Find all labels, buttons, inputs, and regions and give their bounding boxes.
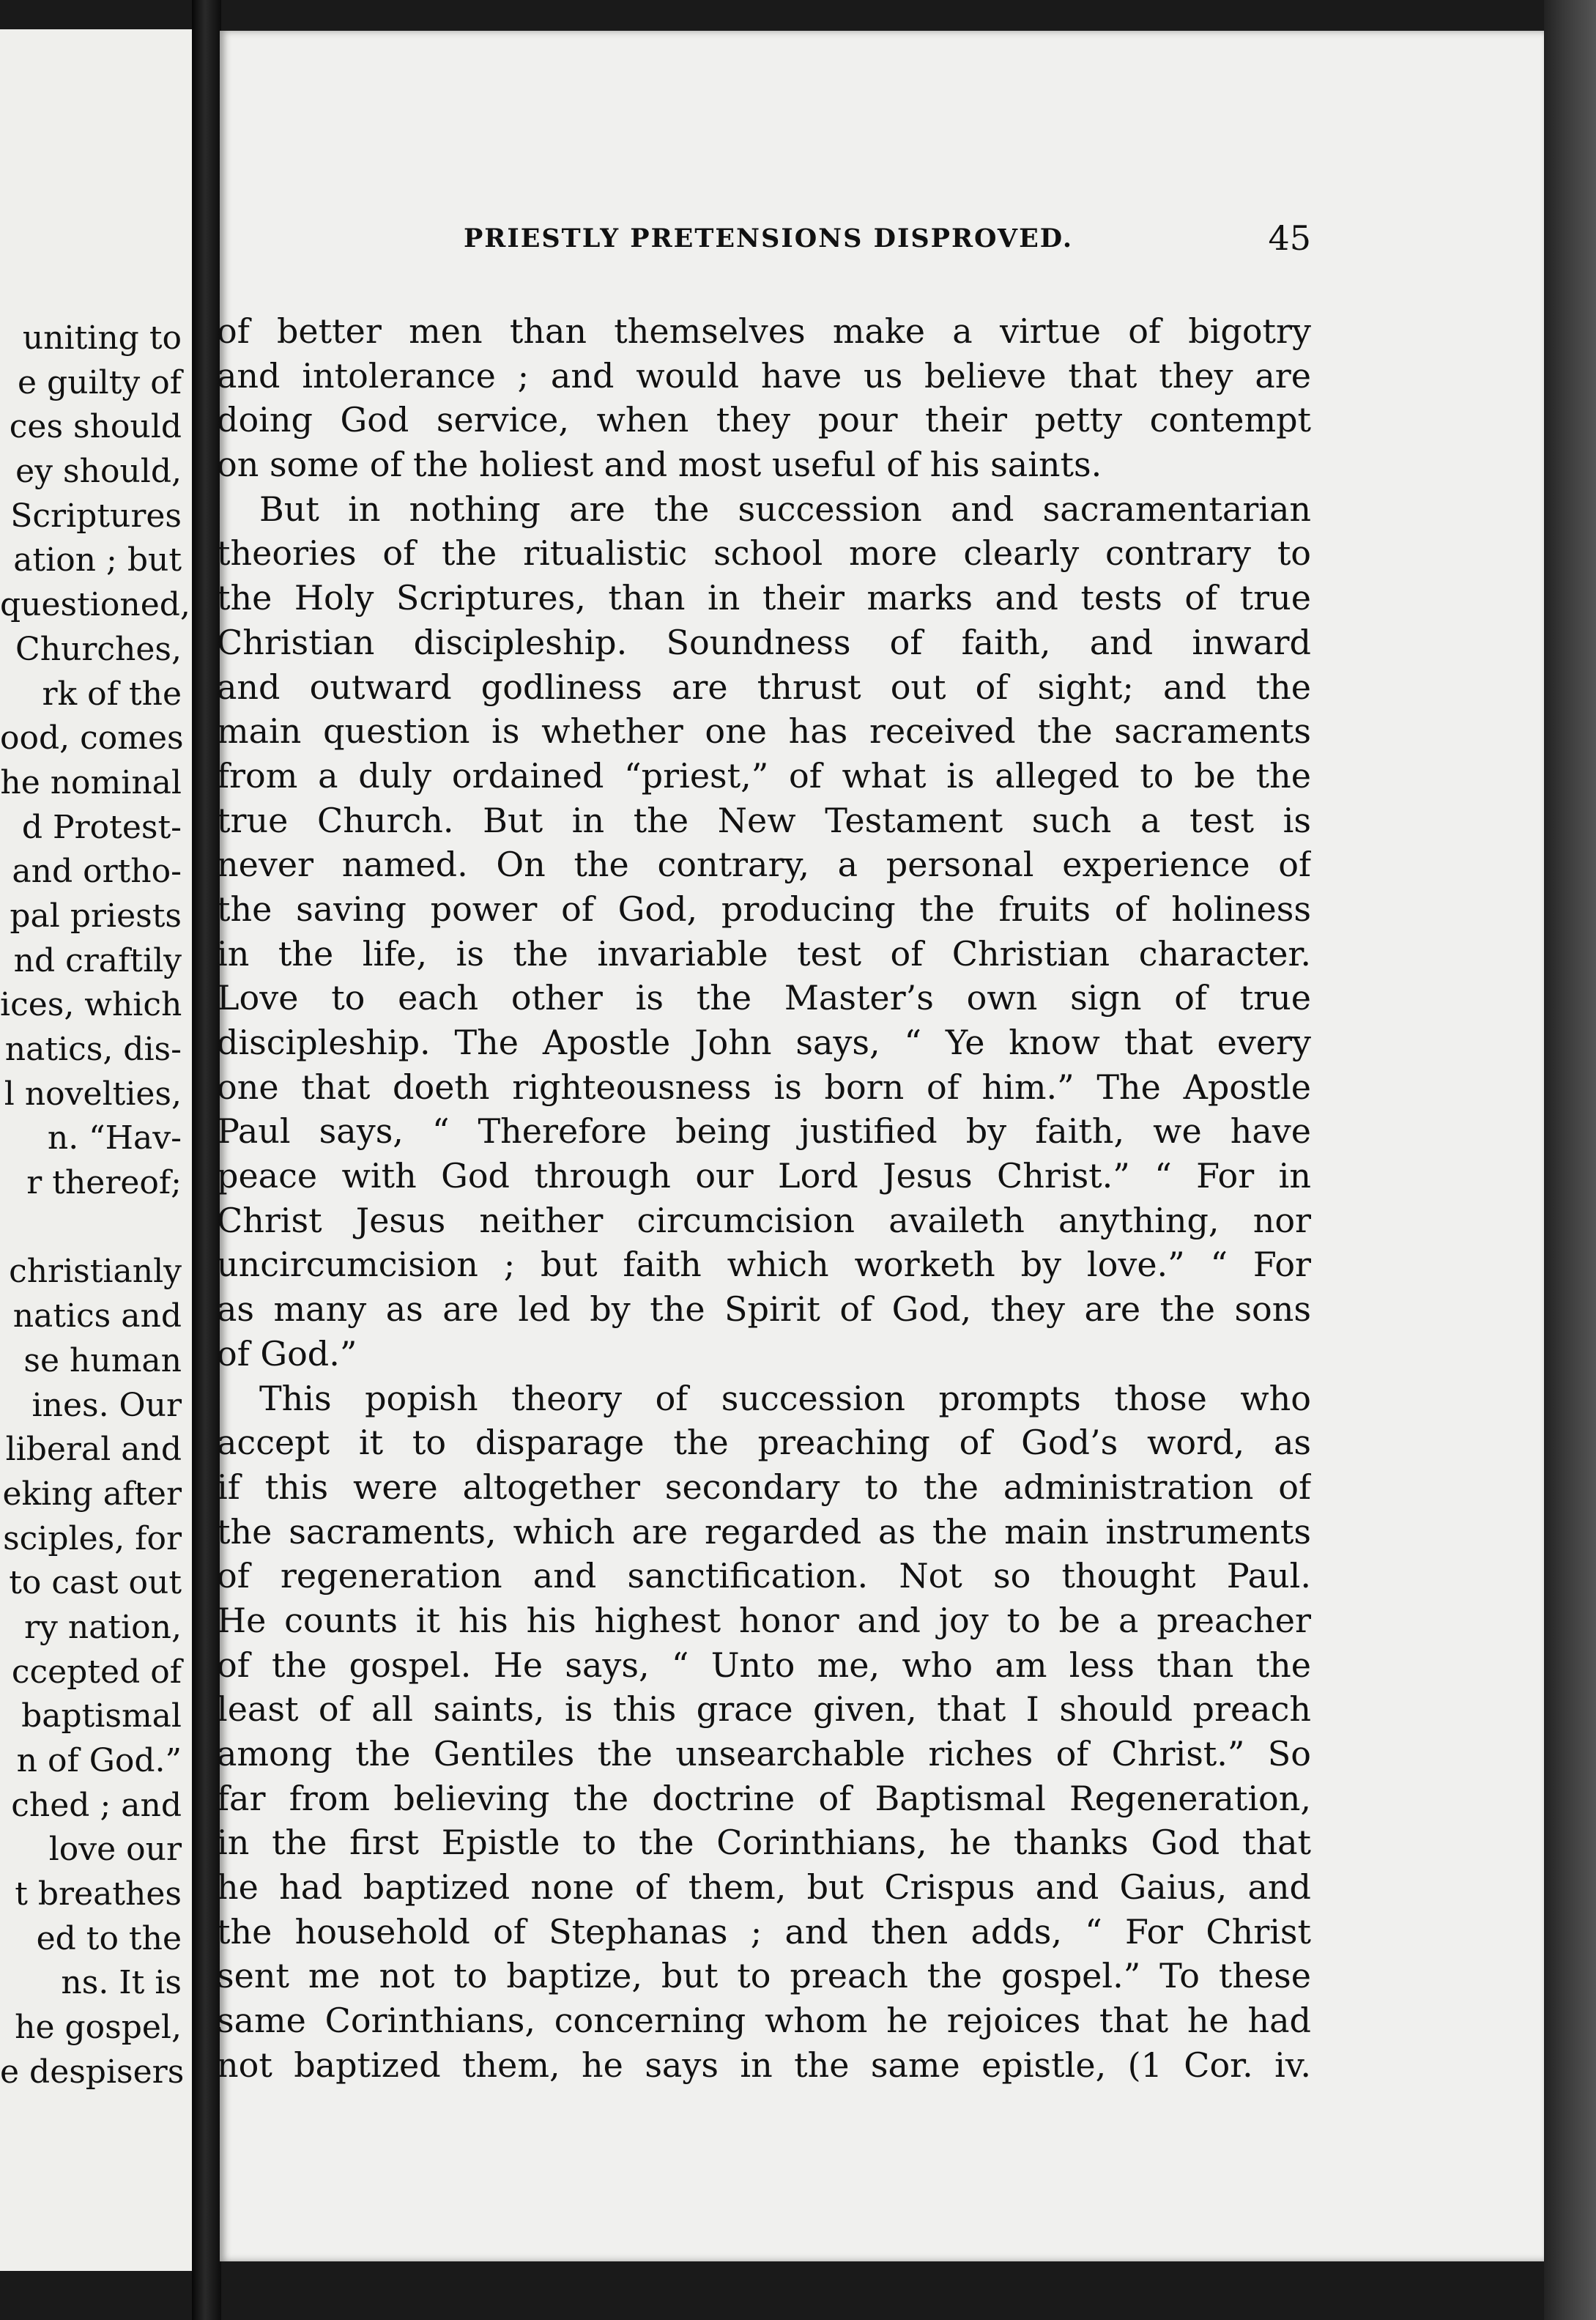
text-line: uncircumcision ; but faith which worketh by love.” “ For (217, 1245, 1311, 1285)
text-line: if this were altogether secondary to the administration of (217, 1467, 1311, 1507)
left-page-line: ces should (9, 408, 182, 446)
text-line: discipleship. The Apostle John says, “ Ye know that every (217, 1023, 1311, 1062)
text-line: Christ Jesus neither circumcision availeth anything, nor (217, 1200, 1311, 1240)
left-page-line: d Protest- (21, 808, 182, 846)
text-line: as many as are led by the Spirit of God, they are the sons (217, 1289, 1311, 1330)
text-line: he had baptized none of them, but Crispus and Gaius, and (217, 1867, 1311, 1908)
text-line: same Corinthians, concerning whom he rejoices that he had (217, 2001, 1311, 2041)
left-page-line: e despisers (0, 2053, 185, 2091)
text-line: But in nothing are the succession and sacramentarian (259, 489, 1311, 529)
text-line: the household of Stephanas ; and then adds, “ For Christ (217, 1911, 1311, 1952)
text-line: in the life, is the invariable test of Christian character. (217, 933, 1311, 974)
left-page-line: liberal and (5, 1431, 182, 1469)
text-line: sent me not to baptize, but to preach the gospel.” To these (217, 1956, 1311, 1996)
left-page-line: ched ; and (11, 1786, 182, 1824)
left-page-line: se human (23, 1341, 182, 1379)
body-text (217, 309, 1311, 2088)
left-page-text (0, 316, 192, 2095)
text-line: accept it to disparage the preaching of God’s word, as (217, 1423, 1311, 1463)
text-line: the Holy Scriptures, than in their marks and tests of true (217, 578, 1311, 618)
left-page-line: ices, which (0, 986, 182, 1024)
text-line: never named. On the contrary, a personal experience of (217, 845, 1311, 885)
left-page-line: pal priests (10, 897, 182, 935)
text-line: peace with God through our Lord Jesus Christ.” “ For in (217, 1156, 1311, 1196)
left-facing-page (0, 29, 192, 2271)
left-page-line: ed to the (36, 1919, 182, 1957)
text-line: main question is whether one has received the sacraments (217, 711, 1311, 752)
left-page-line: he nominal (0, 763, 182, 801)
left-page-line: and ortho- (12, 853, 182, 891)
text-line: the sacraments, which are regarded as the main instruments (217, 1511, 1311, 1552)
text-line: theories of the ritualistic school more clearly contrary to (217, 533, 1311, 574)
left-page-line: ns. It is (61, 1964, 182, 2002)
text-line: and outward godliness are thrust out of sight; and the (217, 667, 1311, 707)
left-page-line: eking after (2, 1475, 182, 1513)
left-page-line: he gospel, (15, 2009, 182, 2047)
left-page-line: ines. Our (31, 1386, 182, 1424)
text-line: one that doeth righteousness is born of him.” The Apostle (217, 1067, 1311, 1107)
left-page-line: baptismal (21, 1697, 182, 1735)
left-page-line: natics, dis- (4, 1031, 182, 1068)
text-line: doing God service, when they pour their petty contempt (217, 400, 1311, 440)
left-page-line: ation ; but (13, 541, 182, 579)
text-line: among the Gentiles the unsearchable riches of Christ.” So (217, 1734, 1311, 1774)
left-page-line: n. “Hav- (47, 1119, 182, 1157)
left-page-line (0, 1206, 192, 1250)
left-page-line: l novelties, (4, 1075, 182, 1113)
text-line: Paul says, “ Therefore being justified by faith, we have (217, 1111, 1311, 1152)
text-line: He counts it his his highest honor and joy to be a preacher (217, 1600, 1311, 1640)
left-page-line: Churches, (15, 630, 182, 668)
text-line: the saving power of God, producing the fruits of holiness (217, 889, 1311, 929)
text-line: far from believing the doctrine of Baptismal Regeneration, (217, 1778, 1311, 1818)
left-page-line: Scriptures (10, 497, 182, 535)
text-line: This popish theory of succession prompts those who (259, 1378, 1311, 1418)
page-number: 45 (1268, 218, 1311, 258)
left-page-line: christianly (9, 1253, 182, 1291)
text-line: on some of the holiest and most useful of his saints. (217, 445, 1102, 485)
left-page-line: n of God.” (16, 1742, 182, 1779)
text-line: and intolerance ; and would have us believe that they are (217, 355, 1311, 396)
left-page-line: sciples, for (3, 1519, 182, 1557)
left-page-line: t breathes (15, 1875, 182, 1913)
text-line: of regeneration and sanctification. Not so thought Paul. (217, 1556, 1311, 1596)
text-line: Christian discipleship. Soundness of faith, and inward (217, 622, 1311, 662)
left-page-line: r thereof; (26, 1164, 182, 1202)
page-edge-shadow (1544, 0, 1596, 2320)
left-page-line: e guilty of (18, 363, 182, 401)
left-page-line: questioned, (0, 586, 190, 624)
left-page-line: ry nation, (23, 1608, 182, 1646)
text-line: of the gospel. He says, “ Unto me, who am less than the (217, 1645, 1311, 1685)
left-page-line: nd craftily (13, 941, 182, 979)
left-page-line: love our (48, 1831, 182, 1869)
running-title: PRIESTLY PRETENSIONS DISPROVED. (463, 223, 1074, 253)
left-page-line: ccepted of (11, 1653, 182, 1691)
left-page-line: to cast out (9, 1564, 182, 1602)
left-page-line: ey should, (15, 453, 182, 491)
left-page-line: ood, comes (0, 719, 184, 757)
text-line: true Church. But in the New Testament such a test is (217, 800, 1311, 840)
text-line: of better men than themselves make a virtue of bigotry (217, 311, 1311, 351)
text-line: not baptized them, he says in the same epistle, (1 Cor. iv. (217, 2045, 1311, 2085)
text-line: from a duly ordained “priest,” of what is alleged to be the (217, 755, 1311, 796)
left-page-line: rk of the (42, 675, 182, 713)
text-line: least of all saints, is this grace given, that I should preach (217, 1689, 1311, 1730)
text-line: Love to each other is the Master’s own sign of true (217, 978, 1311, 1018)
text-line: of God.” (217, 1333, 357, 1374)
text-line: in the first Epistle to the Corinthians, he thanks God that (217, 1823, 1311, 1863)
left-page-line: uniting to (22, 319, 182, 357)
left-page-line: natics and (12, 1297, 182, 1335)
